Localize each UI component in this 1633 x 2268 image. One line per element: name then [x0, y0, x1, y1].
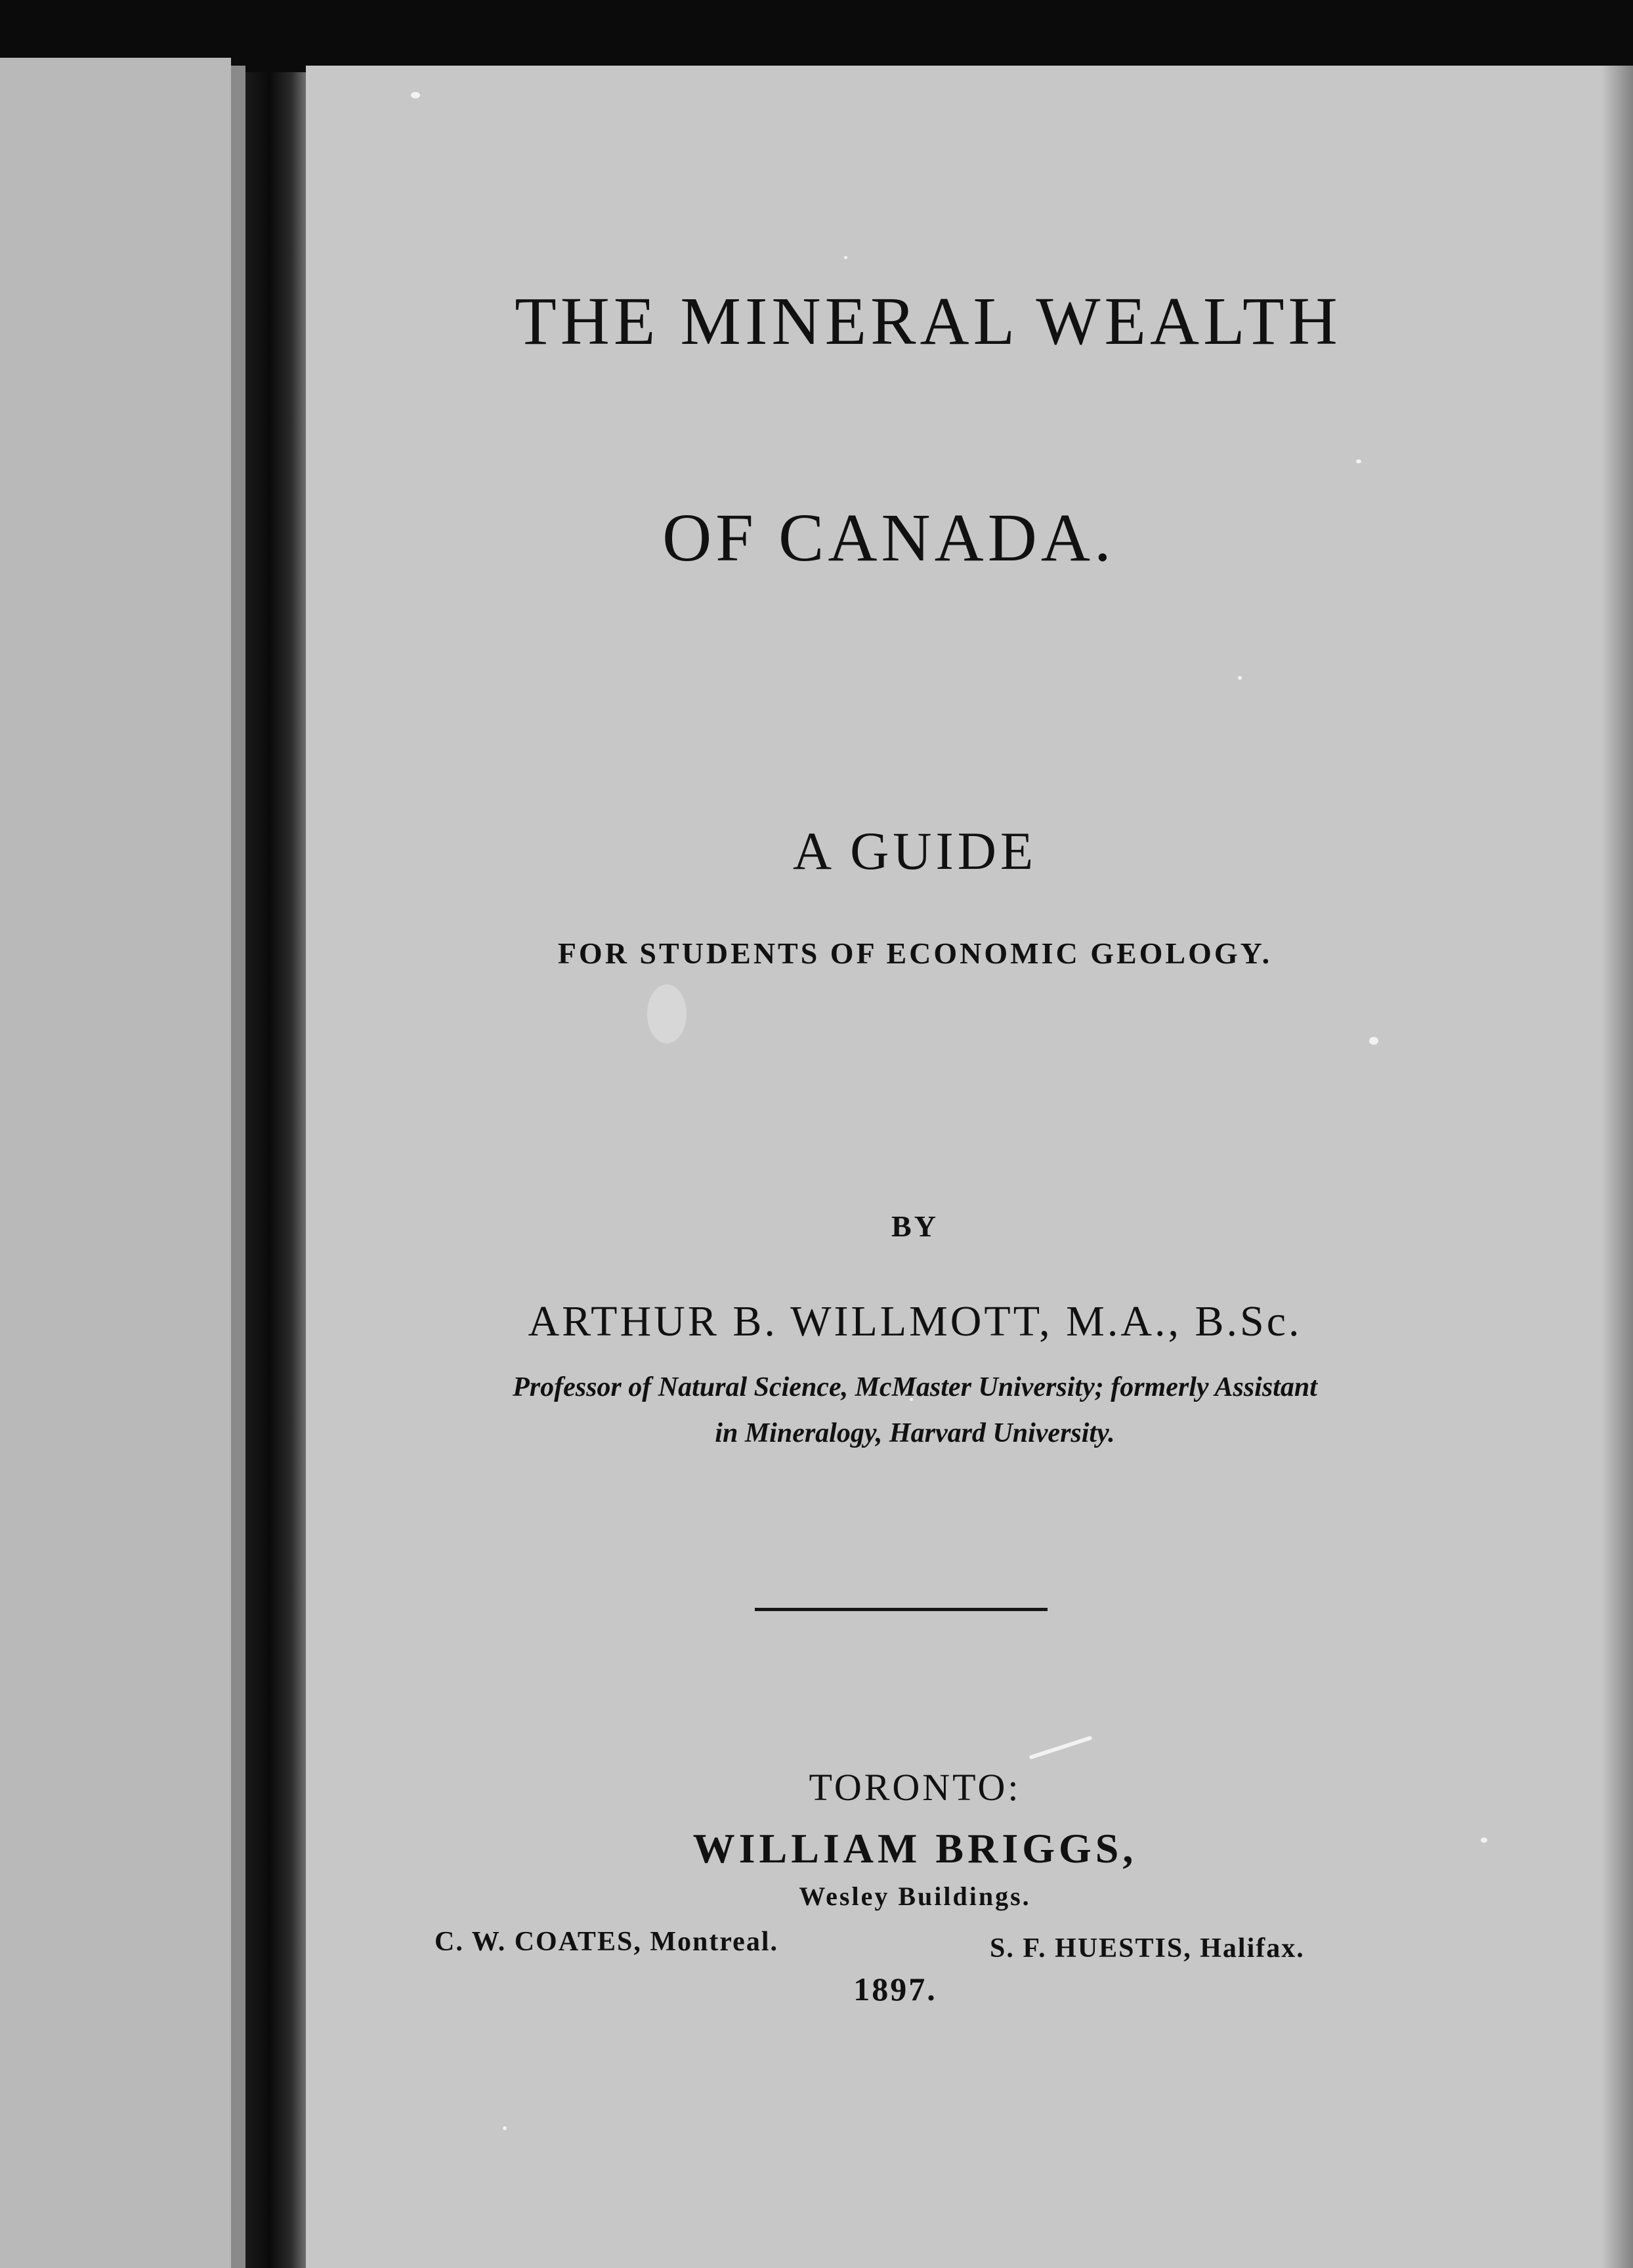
horizontal-rule — [755, 1608, 1048, 1611]
imprint-place: TORONTO: — [809, 1766, 1021, 1809]
scratch-mark — [1029, 1736, 1093, 1760]
author-name: ARTHUR B. WILLMOTT, M.A., B.Sc. — [528, 1297, 1302, 1345]
book-title-line-1: THE MINERAL WEALTH — [515, 284, 1342, 359]
facing-page-left — [0, 58, 231, 2268]
dust-speck — [1238, 676, 1242, 680]
publisher-address: Wesley Buildings. — [799, 1881, 1031, 1911]
author-affiliation-line-2: in Mineralogy, Harvard University. — [715, 1418, 1115, 1448]
page-edge — [231, 66, 245, 2268]
page-shadow — [1601, 66, 1633, 2268]
agent-halifax: S. F. HUESTIS, Halifax. — [990, 1933, 1305, 1964]
scan-top-border — [0, 0, 1633, 66]
dust-speck — [844, 256, 847, 259]
by-line: BY — [891, 1209, 939, 1243]
dust-speck — [411, 92, 420, 98]
publisher-name: WILLIAM BRIGGS, — [692, 1825, 1137, 1872]
author-affiliation-line-1: Professor of Natural Science, McMaster University; formerly Assistant — [513, 1372, 1317, 1402]
dust-speck — [1356, 459, 1361, 463]
guide-heading: A GUIDE — [792, 821, 1038, 881]
paper-blemish — [647, 984, 687, 1043]
dust-speck — [503, 2126, 507, 2130]
dust-speck — [1369, 1037, 1378, 1045]
book-title-line-2: OF CANADA. — [662, 500, 1115, 576]
publication-year: 1897. — [853, 1971, 937, 2007]
subtitle: FOR STUDENTS OF ECONOMIC GEOLOGY. — [557, 936, 1273, 970]
agent-montreal: C. W. COATES, Montreal. — [435, 1927, 778, 1957]
book-gutter — [245, 72, 306, 2268]
